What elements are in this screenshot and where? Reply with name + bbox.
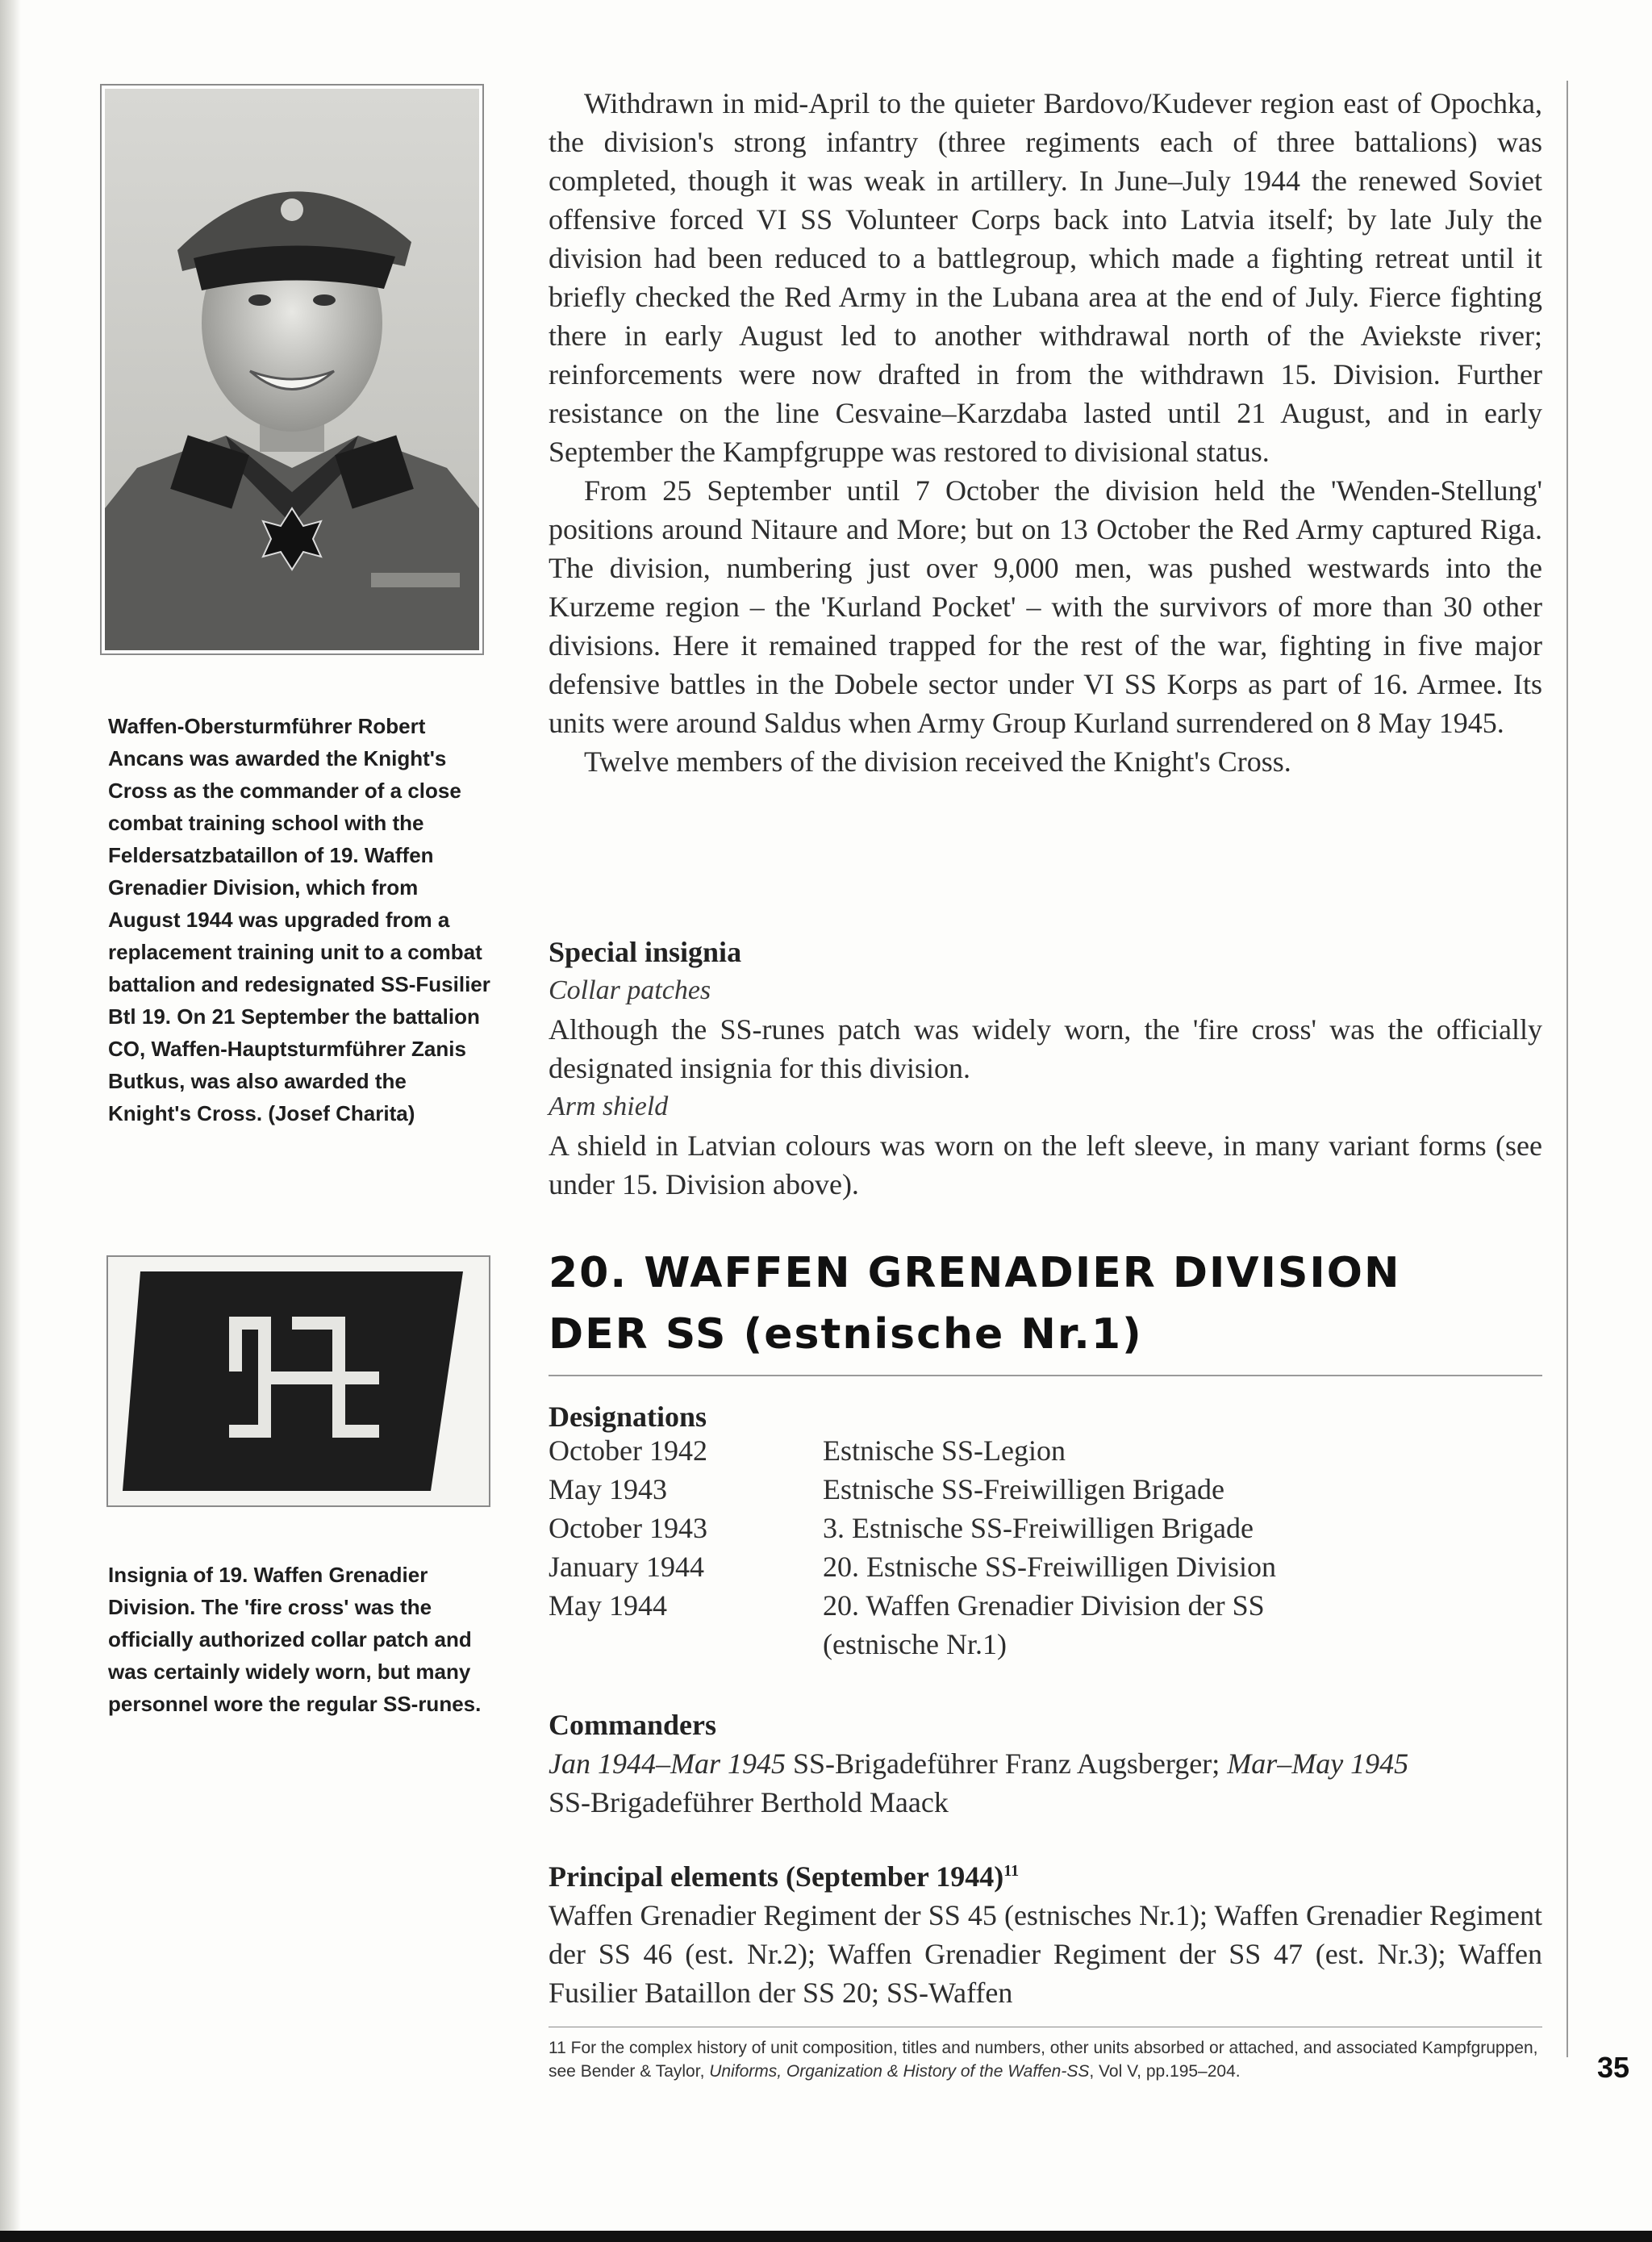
designation-date: January 1944 (549, 1551, 704, 1583)
portrait-image (105, 89, 479, 650)
page-number: 35 (1597, 2051, 1630, 2084)
designation-date: October 1943 (549, 1512, 707, 1544)
footnote-number: 11 (549, 2039, 566, 2057)
paragraph: Twelve members of the division received the Knight's Cross. (584, 745, 1291, 778)
collar-patch-photo (106, 1255, 490, 1507)
designation-name: Estnische SS-Freiwilligen Brigade (823, 1473, 1224, 1505)
footnote-text: For the complex history of unit composition, titles and numbers, other units absorbed or attached, and associated Kampfgruppen, see Bender & Taylor, (549, 2039, 1538, 2081)
designation-date: October 1942 (549, 1434, 707, 1467)
collar-patches-text: Although the SS-runes patch was widely worn, the 'fire cross' was the officially designated insignia for this division. (549, 1013, 1542, 1084)
paragraph: From 25 September until 7 October the division held the 'Wenden-Stellung' positions around Nitaure and More; but on 13 October the Red Army captured Riga. The division, numbering just over 9,000 men, was pushed westwards into the Kurzeme region – the 'Kurland Pocket' – with the survivors of more than 30 other divisions. Here it remained trapped for the rest of the war, fighting in five major defensive battles in the Dobele sector under VI SS Korps as part of 16. Armee. Its units were around Saldus when Army Group Kurland surrendered on 8 May 1945. (549, 474, 1542, 739)
photo-caption: Waffen-Obersturmführer Robert Ancans was awarded the Knight's Cross as the commander of a close combat training school with the Feldersatzbataillon of 19. Waffen Grenadier Division, which from August 1944 was upgraded from a replacement training unit to a combat battalion and redesignated SS-Fusilier Btl 19. On 21 September the battalion CO, Waffen-Hauptsturmführer Zanis Butkus, was also awarded the Knight's Cross. (Josef Charita) (108, 714, 490, 1125)
principal-elements-text: Waffen Grenadier Regiment der SS 45 (estnisches Nr.1); Waffen Grenadier Regiment der SS 46 (est. Nr.2); Waffen Grenadier Regiment der SS 47 (est. Nr.3); Waffen Fusilier Bataillon der SS 20; SS-Waffen (549, 1899, 1542, 2009)
special-insignia-heading: Special insignia (549, 936, 742, 968)
page-gutter-shadow (0, 0, 21, 2242)
insignia-caption: Insignia of 19. Waffen Grenadier Division. The 'fire cross' was the officially authorized collar patch and was certainly widely worn, but many personnel wore the regular SS-runes. (108, 1563, 482, 1716)
portrait-photo (100, 84, 484, 655)
commanders-text (549, 1744, 1542, 1822)
collar-patches-subheading: Collar patches (549, 975, 711, 1005)
principal-elements-heading (549, 1857, 1019, 1896)
footnote (549, 2036, 1542, 2083)
commander-name: SS-Brigadeführer Franz Augsberger; (785, 1747, 1228, 1780)
page-bottom-edge (0, 2231, 1652, 2242)
commander-dates: Mar–May 1945 (1227, 1747, 1409, 1780)
commanders-heading: Commanders (549, 1709, 716, 1741)
body-text (549, 84, 1542, 781)
designation-date: May 1944 (549, 1589, 667, 1622)
footnote-book-title: Uniforms, Organization & History of the Waffen-SS (709, 2062, 1090, 2081)
principal-elements-heading-text: Principal elements (September 1944) (549, 1860, 1004, 1893)
designation-name: 3. Estnische SS-Freiwilligen Brigade (823, 1512, 1254, 1544)
designation-name: Estnische SS-Legion (823, 1434, 1066, 1467)
designation-name: (estnische Nr.1) (823, 1628, 1007, 1660)
section-title (549, 1242, 1549, 1365)
paragraph: Withdrawn in mid-April to the quieter Bardovo/Kudever region east of Opochka, the division's strong infantry (three regiments each of three battalions) was completed, though it was weak in artillery. In June–July 1944 the renewed Soviet offensive forced VI SS Volunteer Corps back into Latvia itself; by late July the division had been reduced to a battlegroup, which made a fighting retreat until it briefly checked the Red Army in the Lubana area at the end of July. Fierce fighting there in early August led to another withdrawal north of the Aviekste river; reinforcements were now drafted in from the withdrawn 15. Division. Further resistance on the line Cesvaine–Karzdaba lasted until 21 August, and in early September the Kampfgruppe was restored to divisional status. (549, 87, 1542, 468)
fire-cross-patch-image (108, 1257, 489, 1505)
footnote-ref: 11 (1003, 1862, 1020, 1880)
arm-shield-text: A shield in Latvian colours was worn on the left sleeve, in many variant forms (see under 15. Division above). (549, 1129, 1542, 1200)
designation-name: 20. Estnische SS-Freiwilligen Division (823, 1551, 1276, 1583)
section-title-line: DER SS (estnische Nr.1) (549, 1310, 1143, 1359)
commander-name: SS-Brigadeführer Berthold Maack (549, 1786, 949, 1818)
arm-shield-subheading: Arm shield (549, 1092, 669, 1121)
column-rule (1566, 81, 1568, 2057)
designations-heading: Designations (549, 1401, 707, 1433)
commander-dates: Jan 1944–Mar 1945 (549, 1747, 786, 1780)
section-title-line: 20. WAFFEN GRENADIER DIVISION (549, 1249, 1401, 1297)
designation-date: May 1943 (549, 1473, 667, 1505)
footnote-text-end: , Vol V, pp.195–204. (1089, 2062, 1241, 2081)
designation-name: 20. Waffen Grenadier Division der SS (823, 1589, 1265, 1622)
section-divider (549, 1375, 1542, 1376)
